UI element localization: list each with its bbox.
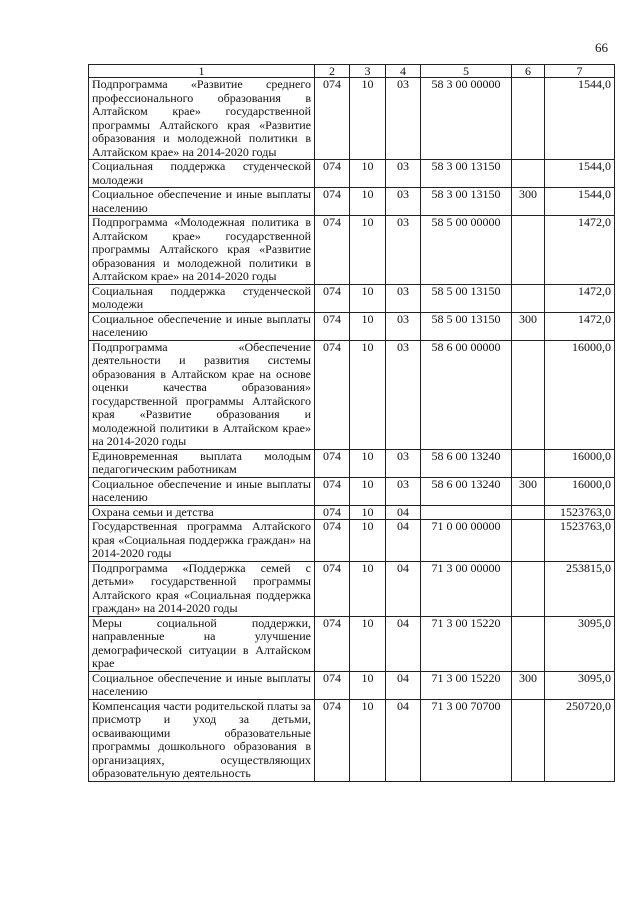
target-article-cell: 58 3 00 13150: [421, 160, 512, 188]
table-row: [89, 505, 615, 520]
expense-type-cell: [512, 505, 545, 520]
target-article-cell: 58 3 00 00000: [421, 78, 512, 160]
amount-cell: 16000,0: [545, 340, 615, 449]
row-name-cell: Подпрограмма «Развитие среднего профессионального образования в Алтайском крае» государственной программы Алтайского края «Развитие образования и молодежной политики в Алтайском крае» на 2014-2020 годы: [89, 78, 315, 160]
table-header-row: [89, 65, 615, 78]
expense-type-cell: [512, 449, 545, 477]
subsection-code-cell: 04: [386, 561, 421, 616]
amount-cell: 16000,0: [545, 449, 615, 477]
subsection-code-cell: 03: [386, 216, 421, 285]
target-article-cell: 71 3 00 00000: [421, 561, 512, 616]
row-name-cell: Социальное обеспечение и иные выплаты населению: [89, 671, 315, 699]
target-article-cell: 58 6 00 13240: [421, 449, 512, 477]
expense-type-cell: [512, 699, 545, 781]
subsection-code-cell: 04: [386, 699, 421, 781]
table-row: [89, 449, 615, 477]
subsection-code-cell: 03: [386, 284, 421, 312]
header-cell: 3: [350, 65, 386, 78]
amount-cell: 1472,0: [545, 284, 615, 312]
header-cell: 7: [545, 65, 615, 78]
table-row: [89, 216, 615, 285]
admin-code-cell: 074: [315, 477, 350, 505]
row-name-cell: Социальная поддержка студенческой молодежи: [89, 160, 315, 188]
admin-code-cell: 074: [315, 312, 350, 340]
header-cell: 4: [386, 65, 421, 78]
admin-code-cell: 074: [315, 616, 350, 671]
admin-code-cell: 074: [315, 671, 350, 699]
table-row: [89, 340, 615, 449]
admin-code-cell: 074: [315, 216, 350, 285]
amount-cell: 1544,0: [545, 78, 615, 160]
expense-type-cell: [512, 78, 545, 160]
subsection-code-cell: 03: [386, 477, 421, 505]
table-row: [89, 520, 615, 562]
target-article-cell: 71 0 00 00000: [421, 520, 512, 562]
amount-cell: 16000,0: [545, 477, 615, 505]
target-article-cell: 58 5 00 00000: [421, 216, 512, 285]
subsection-code-cell: 03: [386, 78, 421, 160]
table-row: [89, 284, 615, 312]
section-code-cell: 10: [350, 699, 386, 781]
target-article-cell: 71 3 00 15220: [421, 671, 512, 699]
expense-type-cell: [512, 160, 545, 188]
row-name-cell: Охрана семьи и детства: [89, 505, 315, 520]
expense-type-cell: [512, 616, 545, 671]
subsection-code-cell: 03: [386, 449, 421, 477]
section-code-cell: 10: [350, 284, 386, 312]
expense-type-cell: 300: [512, 671, 545, 699]
section-code-cell: 10: [350, 449, 386, 477]
subsection-code-cell: 03: [386, 340, 421, 449]
row-name-cell: Компенсация части родительской платы за присмотр и уход за детьми, осваивающими образовательные программы дошкольного образования в организациях, осуществляющих образовательную деятельность: [89, 699, 315, 781]
admin-code-cell: 074: [315, 505, 350, 520]
expense-type-cell: 300: [512, 188, 545, 216]
subsection-code-cell: 04: [386, 520, 421, 562]
table-row: [89, 188, 615, 216]
amount-cell: 253815,0: [545, 561, 615, 616]
row-name-cell: Меры социальной поддержки, направленные на улучшение демографической ситуации в Алтайском крае: [89, 616, 315, 671]
expense-type-cell: [512, 216, 545, 285]
target-article-cell: 58 5 00 13150: [421, 284, 512, 312]
row-name-cell: Социальная поддержка студенческой молодежи: [89, 284, 315, 312]
amount-cell: 1523763,0: [545, 505, 615, 520]
amount-cell: 1544,0: [545, 188, 615, 216]
section-code-cell: 10: [350, 616, 386, 671]
subsection-code-cell: 03: [386, 188, 421, 216]
subsection-code-cell: 04: [386, 616, 421, 671]
header-cell: 2: [315, 65, 350, 78]
admin-code-cell: 074: [315, 160, 350, 188]
budget-table: [88, 64, 615, 782]
target-article-cell: [421, 505, 512, 520]
section-code-cell: 10: [350, 78, 386, 160]
table-row: [89, 78, 615, 160]
table-row: [89, 699, 615, 781]
target-article-cell: 58 6 00 00000: [421, 340, 512, 449]
row-name-cell: Подпрограмма «Молодежная политика в Алтайском крае» государственной программы Алтайского края «Развитие образования и молодежной политики в Алтайском крае» на 2014-2020 годы: [89, 216, 315, 285]
row-name-cell: Единовременная выплата молодым педагогическим работникам: [89, 449, 315, 477]
expense-type-cell: [512, 520, 545, 562]
row-name-cell: Подпрограмма «Обеспечение деятельности и развития системы образования в Алтайском крае на основе оценки качества образования» государственной программы Алтайского края «Развитие образования и молодежной политики в Алтайском крае» на 2014-2020 годы: [89, 340, 315, 449]
admin-code-cell: 074: [315, 188, 350, 216]
target-article-cell: 58 3 00 13150: [421, 188, 512, 216]
table-row: [89, 561, 615, 616]
table-body: [89, 78, 615, 782]
subsection-code-cell: 03: [386, 160, 421, 188]
section-code-cell: 10: [350, 671, 386, 699]
target-article-cell: 71 3 00 15220: [421, 616, 512, 671]
section-code-cell: 10: [350, 188, 386, 216]
expense-type-cell: 300: [512, 477, 545, 505]
row-name-cell: Подпрограмма «Поддержка семей с детьми» государственной программы Алтайского края «Социальная поддержка граждан» на 2014-2020 годы: [89, 561, 315, 616]
amount-cell: 3095,0: [545, 616, 615, 671]
table-row: [89, 160, 615, 188]
header-cell: 5: [421, 65, 512, 78]
section-code-cell: 10: [350, 477, 386, 505]
target-article-cell: 71 3 00 70700: [421, 699, 512, 781]
section-code-cell: 10: [350, 505, 386, 520]
expense-type-cell: [512, 340, 545, 449]
row-name-cell: Социальное обеспечение и иные выплаты населению: [89, 477, 315, 505]
header-cell: 1: [89, 65, 315, 78]
table-row: [89, 312, 615, 340]
amount-cell: 1472,0: [545, 312, 615, 340]
section-code-cell: 10: [350, 160, 386, 188]
amount-cell: 250720,0: [545, 699, 615, 781]
table-row: [89, 477, 615, 505]
amount-cell: 1472,0: [545, 216, 615, 285]
subsection-code-cell: 04: [386, 671, 421, 699]
subsection-code-cell: 03: [386, 312, 421, 340]
admin-code-cell: 074: [315, 284, 350, 312]
section-code-cell: 10: [350, 520, 386, 562]
subsection-code-cell: 04: [386, 505, 421, 520]
expense-type-cell: [512, 561, 545, 616]
row-name-cell: Государственная программа Алтайского края «Социальная поддержка граждан» на 2014-2020 годы: [89, 520, 315, 562]
admin-code-cell: 074: [315, 340, 350, 449]
row-name-cell: Социальное обеспечение и иные выплаты населению: [89, 312, 315, 340]
admin-code-cell: 074: [315, 449, 350, 477]
target-article-cell: 58 6 00 13240: [421, 477, 512, 505]
row-name-cell: Социальное обеспечение и иные выплаты населению: [89, 188, 315, 216]
page-number: 66: [595, 40, 608, 55]
admin-code-cell: 074: [315, 699, 350, 781]
expense-type-cell: [512, 284, 545, 312]
section-code-cell: 10: [350, 312, 386, 340]
table-row: [89, 671, 615, 699]
admin-code-cell: 074: [315, 78, 350, 160]
header-cell: 6: [512, 65, 545, 78]
section-code-cell: 10: [350, 561, 386, 616]
table-row: [89, 616, 615, 671]
amount-cell: 3095,0: [545, 671, 615, 699]
section-code-cell: 10: [350, 340, 386, 449]
expense-type-cell: 300: [512, 312, 545, 340]
admin-code-cell: 074: [315, 561, 350, 616]
amount-cell: 1544,0: [545, 160, 615, 188]
amount-cell: 1523763,0: [545, 520, 615, 562]
admin-code-cell: 074: [315, 520, 350, 562]
section-code-cell: 10: [350, 216, 386, 285]
target-article-cell: 58 5 00 13150: [421, 312, 512, 340]
